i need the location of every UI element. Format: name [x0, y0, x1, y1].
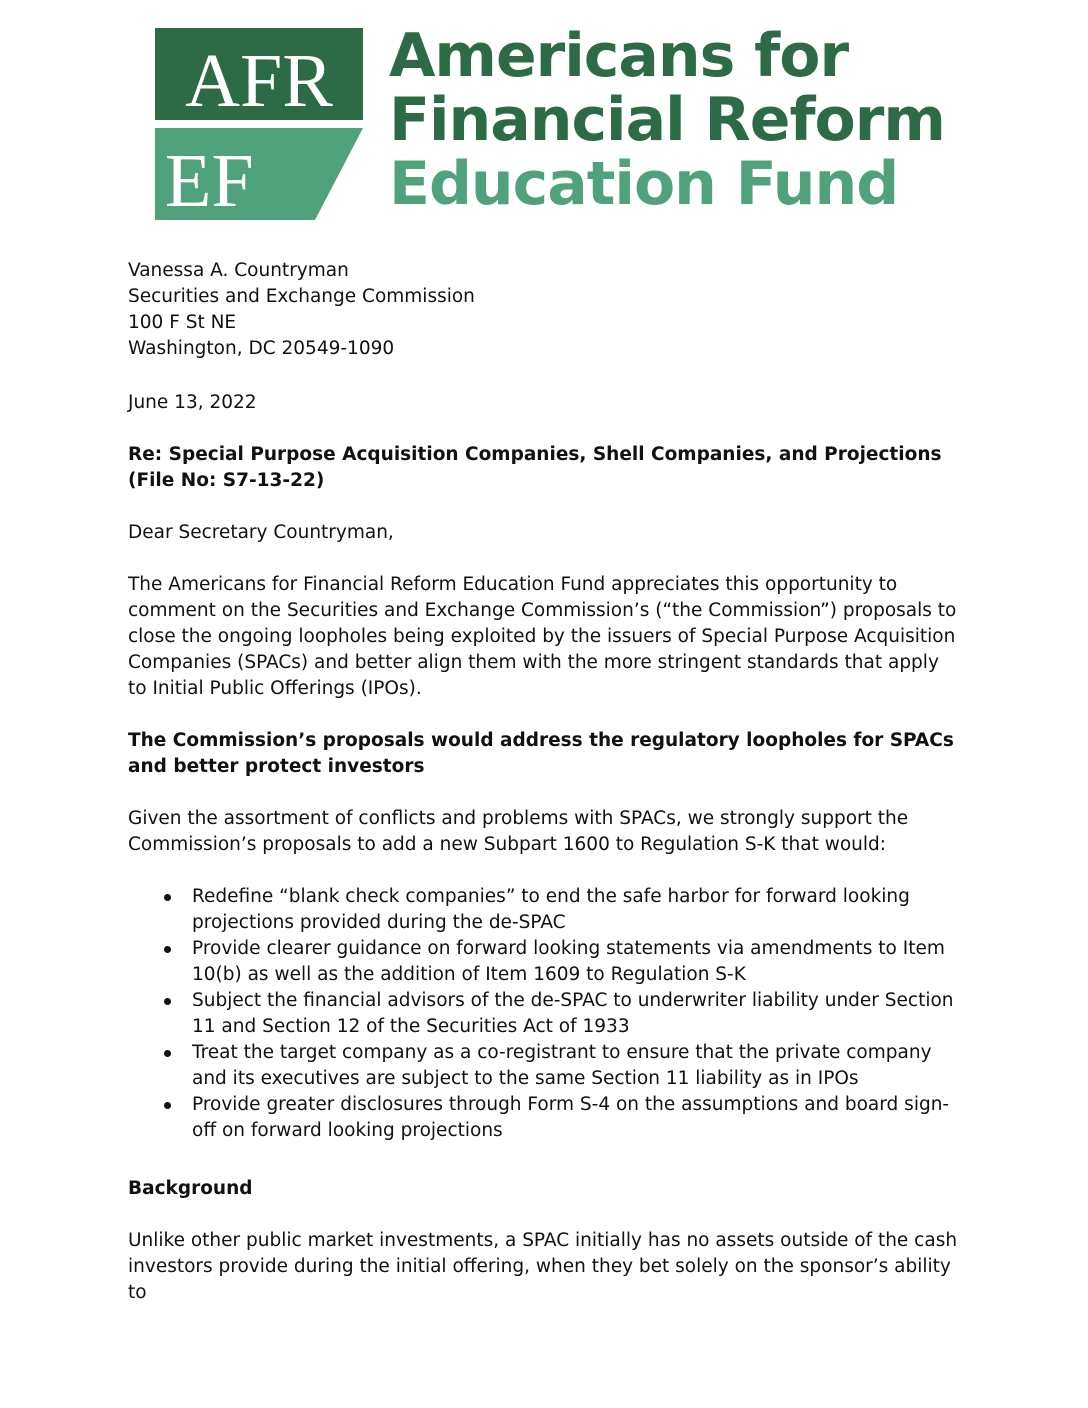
bullet-item: [128, 1092, 958, 1144]
re-line: Re: Special Purpose Acquisition Companies, Shell Companies, and Projections (File No: S7-13-22): [128, 444, 942, 491]
recipient-org: Securities and Exchange Commission: [128, 286, 475, 307]
logo-wordmark: [389, 21, 945, 219]
bullet-dot-icon: [164, 1102, 171, 1109]
paragraph-intro: The Americans for Financial Reform Education Fund appreciates this opportunity to comment on the Securities and Exchange Commission’s (“the Commission”) proposals to close the ongoing loopholes being exploited by the issuers of Special Purpose Acquisition Companies (SPACs) and better align them with the more stringent standards that apply to Initial Public Offerings (IPOs).: [128, 574, 957, 699]
afr-ef-logo: [155, 21, 955, 228]
paragraph-background: Unlike other public market investments, a SPAC initially has no assets outside of the cash investors provide during the initial offering, when they bet solely on the sponsor’s ability to: [128, 1230, 958, 1303]
logo-line-3: Education Fund: [389, 149, 899, 219]
bullet-text: Treat the target company as a co-registrant to ensure that the private company and its executives are subject to the same Section 11 liability as in IPOs: [192, 1042, 932, 1089]
proposal-bullet-list: [128, 884, 958, 1144]
recipient-city: Washington, DC 20549-1090: [128, 338, 395, 359]
logo-mark: [155, 28, 365, 220]
bullet-text: Provide clearer guidance on forward looking statements via amendments to Item 10(b) as well as the addition of Item 1609 to Regulation S-K: [192, 938, 945, 985]
bullet-item: [128, 1040, 958, 1092]
bullet-item: [128, 884, 958, 936]
recipient-street: 100 F St NE: [128, 312, 237, 333]
section-heading-proposals: The Commission’s proposals would address the regulatory loopholes for SPACs and better protect investors: [128, 730, 954, 777]
bullet-item: [128, 936, 958, 988]
bullet-item: [128, 988, 958, 1040]
bullet-text: Provide greater disclosures through Form S-4 on the assumptions and board sign-off on forward looking projections: [192, 1094, 950, 1141]
recipient-address: [128, 258, 958, 362]
logo-line-2: Financial Reform: [389, 85, 945, 155]
letter-date: June 13, 2022: [128, 392, 257, 413]
logo-mark-ef: EF: [165, 139, 254, 220]
logo-mark-afr: AFR: [185, 39, 333, 123]
section-heading-background: Background: [128, 1178, 253, 1199]
paragraph-support: Given the assortment of conflicts and problems with SPACs, we strongly support the Commission’s proposals to add a new Subpart 1600 to Regulation S-K that would:: [128, 808, 909, 855]
salutation: Dear Secretary Countryman,: [128, 522, 394, 543]
logo-line-1: Americans for: [389, 21, 849, 91]
bullet-text: Subject the financial advisors of the de-SPAC to underwriter liability under Section 11 and Section 12 of the Securities Act of 1933: [192, 990, 954, 1037]
recipient-name: Vanessa A. Countryman: [128, 260, 349, 281]
bullet-dot-icon: [164, 1050, 171, 1057]
bullet-text: Redefine “blank check companies” to end the safe harbor for forward looking projections provided during the de-SPAC: [192, 886, 910, 933]
bullet-dot-icon: [164, 894, 171, 901]
bullet-dot-icon: [164, 946, 171, 953]
bullet-dot-icon: [164, 998, 171, 1005]
